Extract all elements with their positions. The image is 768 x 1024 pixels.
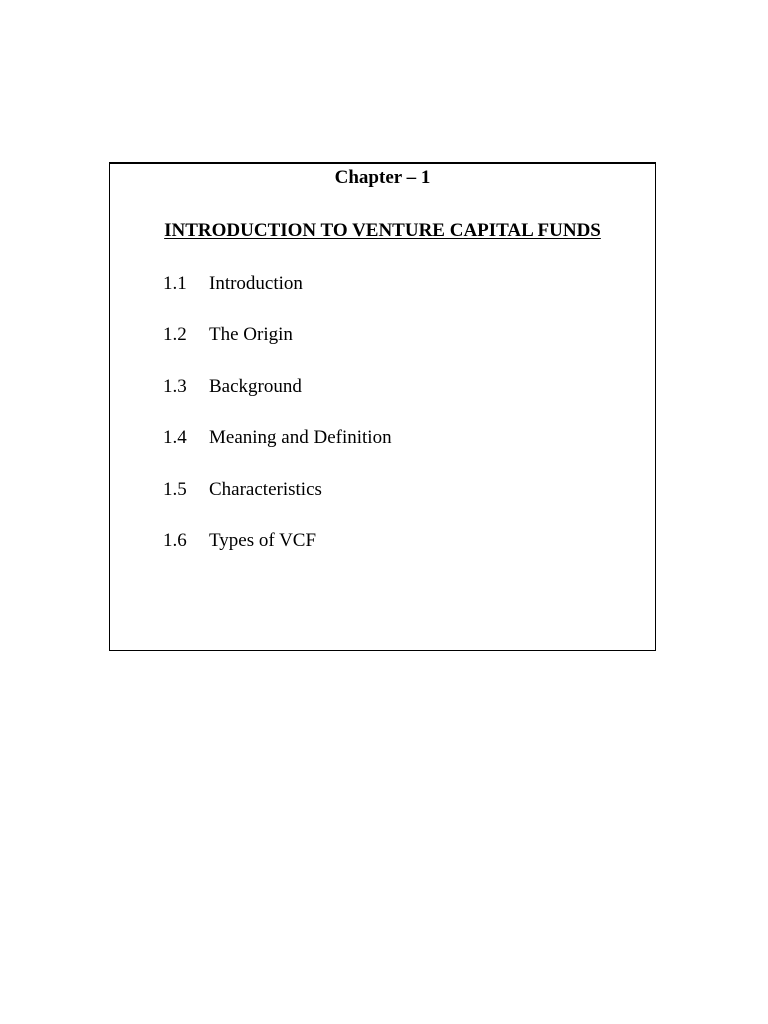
- chapter-title: INTRODUCTION TO VENTURE CAPITAL FUNDS: [164, 220, 601, 241]
- chapter-outline-box: [109, 162, 656, 651]
- section-label: Background: [209, 375, 302, 397]
- section-number: 1.5: [163, 478, 187, 500]
- section-label: The Origin: [209, 324, 293, 346]
- section-item: [163, 273, 392, 324]
- section-label: Types of VCF: [209, 529, 317, 551]
- section-label: Characteristics: [209, 478, 322, 500]
- section-number: 1.2: [163, 324, 187, 346]
- section-number: 1.6: [163, 529, 187, 551]
- section-item: [163, 427, 392, 478]
- chapter-heading: Chapter – 1: [334, 167, 431, 188]
- section-label: Meaning and Definition: [209, 427, 392, 449]
- section-item: [163, 530, 392, 581]
- section-number: 1.1: [163, 273, 187, 294]
- section-item: [163, 376, 392, 427]
- section-item: [163, 479, 392, 530]
- section-list: [163, 273, 392, 581]
- section-label: Introduction: [209, 273, 303, 294]
- section-number: 1.3: [163, 375, 187, 397]
- section-number: 1.4: [163, 427, 187, 449]
- section-item: [163, 324, 392, 375]
